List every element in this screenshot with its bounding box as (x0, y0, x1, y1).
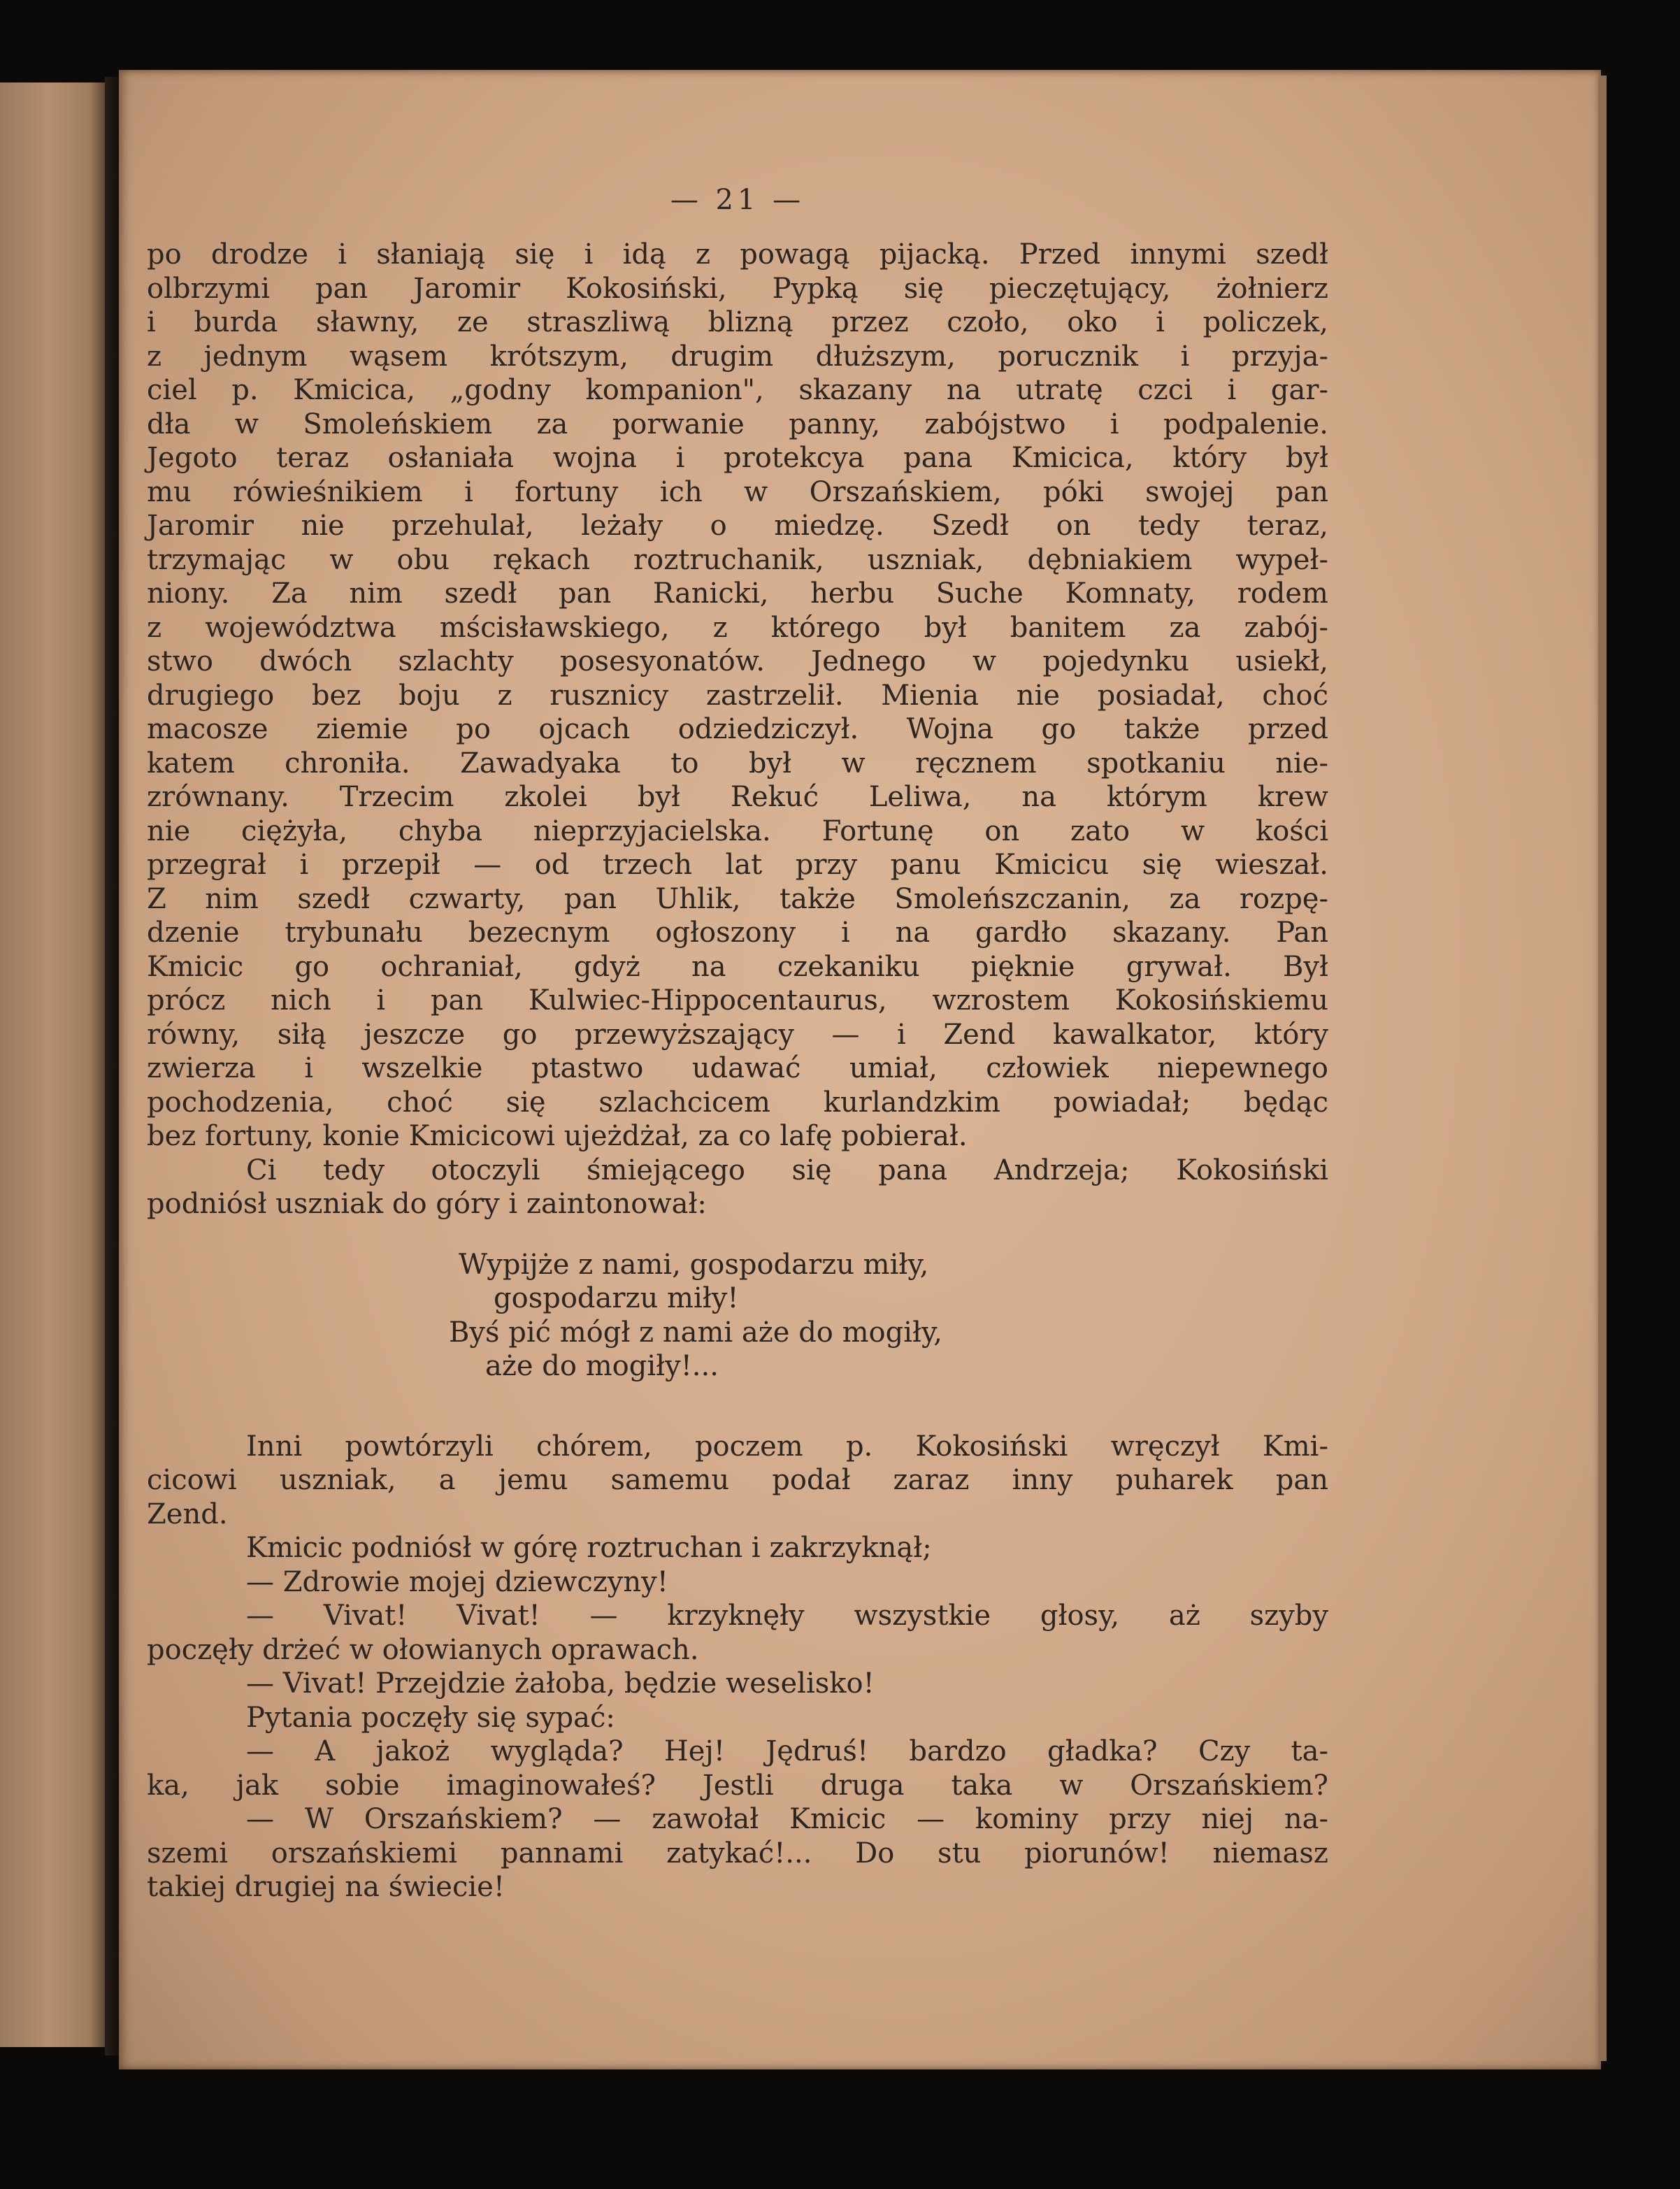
text-line: bez fortuny, konie Kmicicowi ujeżdżał, za co lafę pobierał. (147, 1120, 968, 1152)
verse-line: gospodarzu miły! (494, 1282, 739, 1314)
text-line: ciel p. Kmicica, „godny kompanion", skazany na utratę czci i gar- (147, 374, 1328, 406)
text-line: cicowi uszniak, a jemu samemu podał zaraz inny puharek pan (147, 1464, 1328, 1496)
verse-line: Byś pić mógł z nami aże do mogiły, (449, 1316, 942, 1349)
text-line: pochodzenia, choć się szlachcicem kurlandzkim powiadał; będąc (147, 1086, 1328, 1119)
text-line: niony. Za nim szedł pan Ranicki, herbu Suche Komnaty, rodem (147, 577, 1328, 610)
text-line: — A jakoż wygląda? Hej! Jędruś! bardzo gładka? Czy ta- (246, 1735, 1328, 1767)
verse-line: aże do mogiły!... (485, 1350, 719, 1382)
text-line: ka, jak sobie imaginowałeś? Jestli druga taka w Orszańskiem? (147, 1769, 1328, 1802)
text-line: prócz nich i pan Kulwiec-Hippocentaurus, wzrostem Kokosińskiemu (147, 984, 1328, 1017)
text-line: Ci tedy otoczyli śmiejącego się pana Andrzeja; Kokosiński (246, 1154, 1328, 1186)
text-line: dzenie trybunału bezecnym ogłoszony i na gardło skazany. Pan (147, 917, 1328, 949)
text-line: katem chroniła. Zawadyaka to był w ręcznem spotkaniu nie- (147, 747, 1328, 780)
text-line: nie ciężyła, chyba nieprzyjacielska. Fortunę on zato w kości (147, 814, 1328, 847)
verse-line: Wypijże z nami, gospodarzu miły, (459, 1248, 929, 1281)
page-number: — 21 — (670, 184, 805, 216)
paragraph-block-1 (147, 238, 1328, 1221)
text-line: i burda sławny, ze straszliwą blizną przez czoło, oko i policzek, (147, 306, 1328, 338)
text-line: stwo dwóch szlachty posesyonatów. Jednego w pojedynku usiekł, (147, 645, 1328, 677)
page-text (147, 175, 1328, 1904)
paragraph-block-2 (147, 1430, 1328, 1904)
text-line: — Zdrowie mojej dziewczyny! (246, 1565, 668, 1598)
text-line: dła w Smoleńskiem za porwanie panny, zabójstwo i podpalenie. (147, 408, 1328, 440)
text-line: z województwa mścisławskiego, z którego był banitem za zabój- (147, 611, 1328, 644)
text-line: Pytania poczęły się sypać: (246, 1701, 615, 1734)
text-line: Kmicic podniósł w górę roztruchan i zakrzyknął; (246, 1532, 932, 1564)
text-line: Inni powtórzyli chórem, poczem p. Kokosiński wręczył Kmi- (246, 1430, 1328, 1463)
text-line: Zend. (147, 1498, 228, 1530)
song-verse (147, 1248, 1328, 1384)
text-line: po drodze i słaniają się i idą z powagą pijacką. Przed innymi szedł (147, 238, 1328, 271)
text-line: Jaromir nie przehulał, leżały o miedzę. Szedł on tedy teraz, (147, 510, 1328, 542)
text-line: szemi orszańskiemi pannami zatykać!... Do stu piorunów! niemasz (147, 1837, 1328, 1869)
text-line: trzymając w obu rękach roztruchanik, uszniak, dębniakiem wypeł- (147, 543, 1328, 576)
text-line: równy, siłą jeszcze go przewyższający — i Zend kawalkator, który (147, 1018, 1328, 1051)
text-line: przegrał i przepił — od trzech lat przy panu Kmicicu się wieszał. (147, 849, 1328, 881)
text-line: Jegoto teraz osłaniała wojna i protekcya pana Kmicica, który był (147, 442, 1328, 474)
text-line: Z nim szedł czwarty, pan Uhlik, także Smoleńszczanin, za rozpę- (147, 882, 1328, 915)
left-page-edge (0, 82, 112, 2047)
text-line: Kmicic go ochraniał, gdyż na czekaniku pięknie grywał. Był (147, 950, 1328, 983)
text-line: z jednym wąsem krótszym, drugim dłuższym, porucznik i przyja- (147, 340, 1328, 373)
text-line: — Vivat! Vivat! — krzyknęły wszystkie głosy, aż szyby (246, 1600, 1328, 1632)
page-edge-shadow (1598, 76, 1607, 2061)
text-line: — W Orszańskiem? — zawołał Kmicic — kominy przy niej na- (246, 1803, 1328, 1835)
text-line: zwierza i wszelkie ptastwo udawać umiał, człowiek niepewnego (147, 1052, 1328, 1084)
text-line: macosze ziemie po ojcach odziedziczył. Wojna go także przed (147, 713, 1328, 745)
book-binding (105, 77, 120, 2055)
text-line: — Vivat! Przejdzie żałoba, będzie weselisko! (246, 1667, 875, 1700)
text-line: takiej drugiej na świecie! (147, 1871, 505, 1903)
text-line: mu rówieśnikiem i fortuny ich w Orszańskiem, póki swojej pan (147, 475, 1328, 508)
text-line: olbrzymi pan Jaromir Kokosiński, Pypką się pieczętujący, żołnierz (147, 272, 1328, 305)
text-line: zrównany. Trzecim zkolei był Rekuć Leliwa, na którym krew (147, 781, 1328, 813)
text-line: drugiego bez boju z rusznicy zastrzelił. Mienia nie posiadał, choć (147, 679, 1328, 712)
text-line: poczęły drżeć w ołowianych oprawach. (147, 1633, 699, 1666)
text-line: podniósł uszniak do góry i zaintonował: (147, 1188, 707, 1220)
